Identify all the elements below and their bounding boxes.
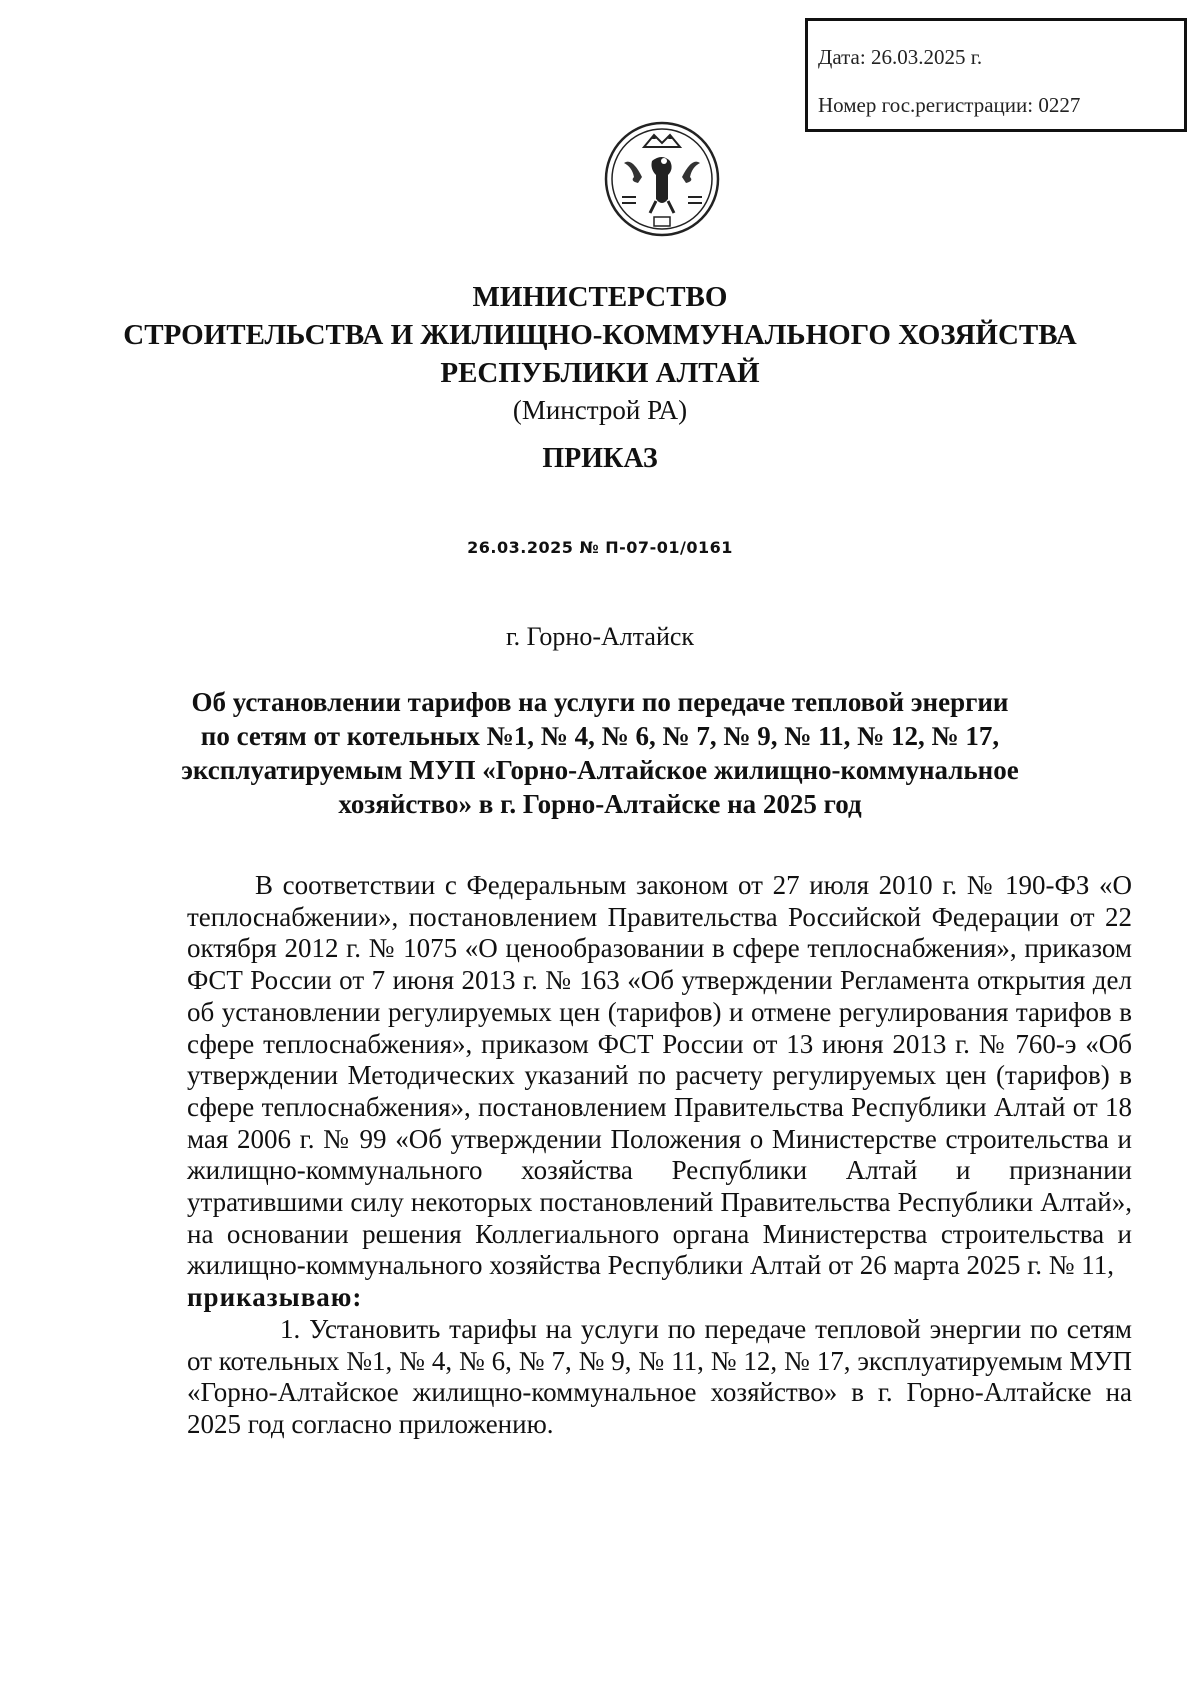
registration-date: Дата: 26.03.2025 г. xyxy=(818,45,983,69)
subject-line-1: Об установлении тарифов на услуги по передаче тепловой энергии xyxy=(191,687,1009,717)
registration-stamp-box xyxy=(805,18,1187,132)
document-city: г. Горно-Алтайск xyxy=(505,622,695,651)
registration-number: Номер гос.регистрации: 0227 xyxy=(818,93,1081,117)
document-type-title: ПРИКАЗ xyxy=(542,443,658,474)
subject-line-2: по сетям от котельных №1, № 4, № 6, № 7, № 9, № 11, № 12, № 17, xyxy=(200,721,1000,751)
ministry-header xyxy=(0,278,1200,428)
body-preamble: В соответствии с Федеральным законом от 27 июля 2010 г. № 190-ФЗ «О теплоснабжении», постановлением Правительства Российской Федерации от 22 октября 2012 г. № 1075 «О ценообразовании в сфере теплоснабжения», приказом ФСТ России от 7 июня 2013 г. № 163 «Об утверждении Регламента открытия дел об установлении регулируемых цен (тарифов) и отмене регулирования тарифов в сфере теплоснабжения», приказом ФСТ России от 13 июня 2013 г. № 760-э «Об утверждении Методических указаний по расчету регулируемых цен (тарифов) в сфере теплоснабжения», постановлением Правительства Республики Алтай от 18 мая 2006 г. № 99 «Об утверждении Положения о Министерстве строительства и жилищно-коммунального хозяйства Республики Алтай и признании утратившими силу некоторых постановлений Правительства Республики Алтай», на основании решения Коллегиального органа Министерства строительства и жилищно-коммунального хозяйства Республики Алтай от 26 марта 2025 г. № 11, xyxy=(187,870,1132,1281)
body-order-word: приказываю: xyxy=(187,1282,363,1313)
header-line-3: РЕСПУБЛИКИ АЛТАЙ xyxy=(440,357,760,389)
coat-of-arms-icon xyxy=(602,117,722,241)
document-body xyxy=(187,870,1132,1441)
subject-line-4: хозяйство» в г. Горно-Алтайске на 2025 год xyxy=(338,789,862,819)
header-abbreviation: (Минстрой РА) xyxy=(512,395,688,425)
document-subject xyxy=(150,685,1050,821)
document-date-number: 26.03.2025 № П-07-01/0161 xyxy=(467,538,733,557)
header-line-1: МИНИСТЕРСТВО xyxy=(472,281,728,313)
body-item-1: 1. Установить тарифы на услуги по передаче тепловой энергии по сетям от котельных №1, № 4, № 6, № 7, № 9, № 11, № 12, № 17, эксплуатируемым МУП «Горно-Алтайское жилищно-коммунальное хозяйство» в г. Горно-Алтайске на 2025 год согласно приложению. xyxy=(187,1313,1132,1439)
header-line-2: СТРОИТЕЛЬСТВА И ЖИЛИЩНО-КОММУНАЛЬНОГО ХОЗЯЙСТВА xyxy=(123,319,1077,351)
subject-line-3: эксплуатируемым МУП «Горно-Алтайское жилищно-коммунальное xyxy=(181,755,1019,785)
